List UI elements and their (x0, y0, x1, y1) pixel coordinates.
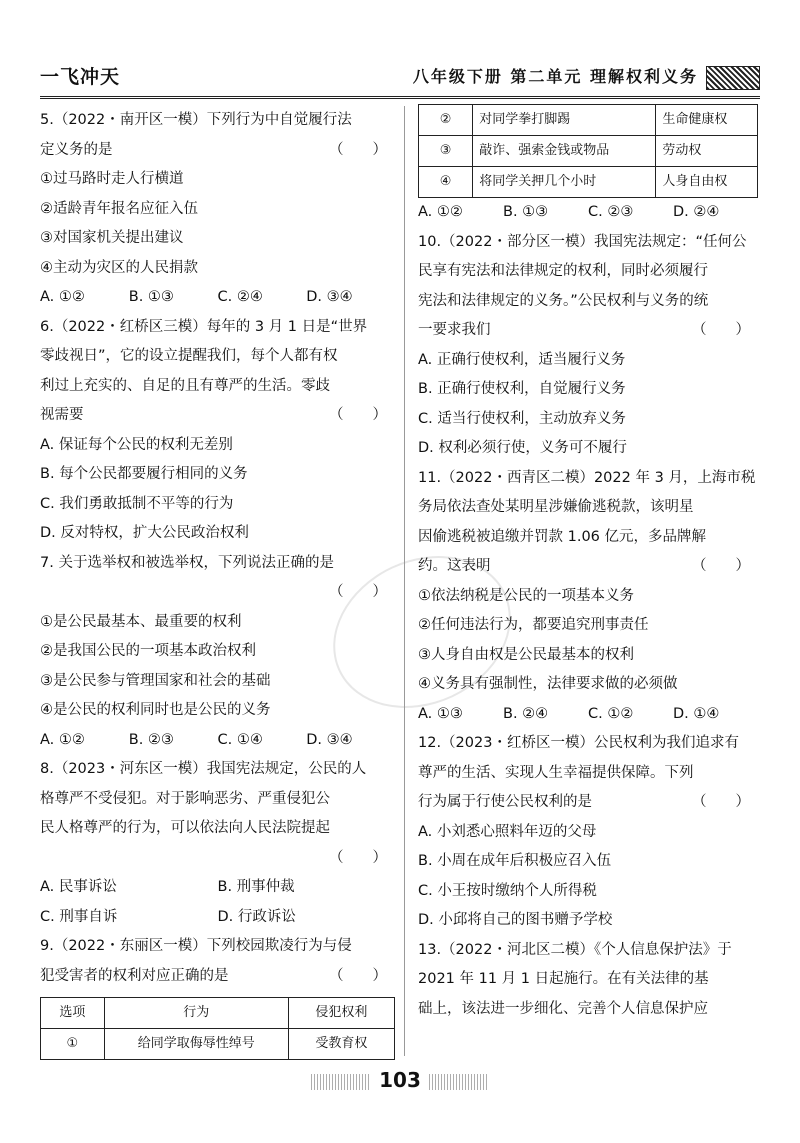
table-cell: 对同学拳打脚踢 (473, 105, 656, 136)
answer-paren: （ ） (329, 584, 387, 600)
answer-paren: （ ） (692, 558, 750, 574)
option-c[interactable]: C. 适当行使权利，主动放弃义务 (418, 410, 626, 427)
question-5 (40, 106, 395, 313)
question-12 (418, 729, 758, 936)
option-c[interactable]: C. ②④ (217, 289, 263, 305)
column-divider (404, 106, 405, 1056)
option-c[interactable]: C. 刑事自诉 (40, 908, 118, 925)
answer-paren: （ ） (329, 141, 387, 158)
brand-logo: 一飞冲天 (40, 66, 121, 88)
answer-paren: （ ） (692, 322, 750, 338)
question-text: 行为属于行使公民权利的是 （ ） (418, 788, 758, 818)
question-text: 6.（2022・红桥区三模）每年的 3 月 1 日是“世界 (40, 318, 368, 335)
table-cell: 给同学取侮辱性绰号 (104, 1029, 288, 1060)
question-text (40, 578, 395, 608)
answer-options (40, 283, 395, 313)
statement-item: ④主动为灾区的人民捐款 (40, 259, 198, 276)
option-d[interactable]: D. 小邱将自己的图书赠予学校 (418, 912, 613, 928)
answer-options (40, 873, 395, 903)
option-a[interactable]: A. ①② (418, 204, 463, 220)
option-d[interactable]: D. 权利必须行使，义务可不履行 (418, 440, 627, 456)
table-header: 选项 (41, 998, 105, 1029)
question-text: 尊严的生活、实现人生幸福提供保障。下列 (418, 764, 694, 781)
option-d[interactable]: D. 行政诉讼 (217, 908, 296, 925)
question-text: 视需要 （ ） (40, 401, 395, 431)
table-cell: ③ (419, 136, 473, 167)
question-text: 12.（2023・红桥区一模）公民权利为我们追求有 (418, 735, 739, 751)
question-text: 务局依法查处某明星涉嫌偷逃税款，该明星 (418, 499, 694, 515)
option-a[interactable]: A. ①③ (418, 705, 463, 722)
header-rule (40, 96, 760, 99)
option-c[interactable]: C. ①② (588, 705, 634, 722)
option-b[interactable]: B. ①③ (503, 204, 549, 220)
statement-item: ②适龄青年报名应征入伍 (40, 200, 198, 217)
answer-options (40, 903, 395, 933)
question-text: 8.（2023・河东区一模）我国宪法规定，公民的人 (40, 761, 367, 777)
option-d[interactable]: D. ②④ (673, 204, 720, 220)
question-7 (40, 549, 395, 756)
left-column (40, 106, 395, 1060)
option-b[interactable]: B. ②③ (128, 731, 174, 748)
answer-options (418, 700, 758, 730)
statement-item: ②任何违法行为，都要追究刑事责任 (418, 617, 649, 633)
question-text: 格尊严不受侵犯。对于影响恶劣、严重侵犯公 (40, 790, 330, 807)
option-a[interactable]: A. ①② (40, 289, 85, 305)
table-cell: 将同学关押几个小时 (473, 167, 656, 198)
question-text: 2021 年 11 月 1 日起施行。在有关法律的基 (418, 971, 709, 987)
statement-item: ③对国家机关提出建议 (40, 230, 184, 246)
question-text: 13.（2022・河北区二模）《个人信息保护法》于 (418, 941, 732, 958)
question-8 (40, 755, 395, 932)
question-text: 10.（2022・部分区一模）我国宪法规定：“任何公 (418, 233, 747, 250)
option-b[interactable]: B. 刑事仲裁 (217, 879, 295, 895)
bullying-table-continued (418, 104, 758, 198)
page-number-text: 103 (379, 1068, 421, 1092)
header-title: 八年级下册 第二单元 理解权利义务 (412, 67, 698, 86)
question-text: 民享有宪法和法律规定的权利，同时必须履行 (418, 263, 708, 279)
table-row (41, 1029, 395, 1060)
option-c[interactable]: C. ②③ (588, 204, 634, 220)
option-c[interactable]: C. ①④ (217, 731, 263, 748)
statement-item: ④是公民的权利同时也是公民的义务 (40, 702, 271, 718)
option-a[interactable]: A. ①② (40, 731, 85, 748)
option-d[interactable]: D. ③④ (306, 731, 353, 748)
table-header: 行为 (104, 998, 288, 1029)
table-cell: ① (41, 1029, 105, 1060)
question-10 (418, 228, 758, 464)
option-a[interactable]: A. 小刘悉心照料年迈的父母 (418, 823, 597, 840)
question-text (40, 844, 395, 874)
table-header-row (41, 998, 395, 1029)
option-a[interactable]: A. 民事诉讼 (40, 879, 117, 895)
answer-options (40, 726, 395, 756)
question-text: 民人格尊严的行为，可以依法向人民法院提起 (40, 820, 330, 836)
question-text: 础上，该法进一步细化、完善个人信息保护应 (418, 1000, 708, 1017)
option-c[interactable]: C. 我们勇敢抵制不平等的行为 (40, 495, 234, 512)
answer-paren: （ ） (329, 967, 387, 984)
option-b[interactable]: B. 每个公民都要履行相同的义务 (40, 466, 248, 482)
page-number (0, 1068, 800, 1092)
table-header: 侵犯权利 (288, 998, 394, 1029)
statement-item: ③人身自由权是公民最基本的权利 (418, 646, 634, 663)
table-cell: ② (419, 105, 473, 136)
answer-paren: （ ） (329, 849, 387, 866)
question-11 (418, 464, 758, 730)
option-b[interactable]: B. 正确行使权利，自觉履行义务 (418, 381, 626, 397)
table-cell: 人身自由权 (656, 167, 758, 198)
question-text: 宪法和法律规定的义务。”公民权利与义务的统 (418, 292, 709, 309)
answer-options (418, 198, 758, 228)
statement-item: ④义务具有强制性，法律要求做的必须做 (418, 676, 678, 692)
question-13 (418, 936, 758, 1025)
option-c[interactable]: C. 小王按时缴纳个人所得税 (418, 882, 597, 899)
question-text: 犯受害者的权利对应正确的是 （ ） (40, 962, 395, 992)
question-6 (40, 313, 395, 549)
table-cell: 生命健康权 (656, 105, 758, 136)
page-header (40, 60, 760, 100)
statement-item: ①是公民最基本、最重要的权利 (40, 613, 242, 630)
table-cell: 劳动权 (656, 136, 758, 167)
statement-item: ②是我国公民的一项基本政治权利 (40, 643, 256, 659)
statement-item: ③是公民参与管理国家和社会的基础 (40, 672, 271, 689)
option-b[interactable]: B. 小周在成年后积极应召入伍 (418, 853, 612, 869)
answer-paren: （ ） (692, 794, 750, 810)
question-text: 11.（2022・西青区二模）2022 年 3 月，上海市税 (418, 469, 756, 486)
table-row (419, 136, 758, 167)
table-cell: 受教育权 (288, 1029, 394, 1060)
page-ornament-icon (429, 1074, 489, 1090)
question-9 (40, 932, 395, 1060)
option-b[interactable]: B. ①③ (128, 289, 174, 305)
option-d[interactable]: D. 反对特权，扩大公民政治权利 (40, 525, 249, 541)
question-text: 定义务的是 （ ） (40, 136, 395, 166)
right-column (418, 104, 758, 1024)
question-9-continued (418, 104, 758, 228)
option-a[interactable]: A. 保证每个公民的权利无差别 (40, 436, 233, 453)
option-a[interactable]: A. 正确行使权利，适当履行义务 (418, 351, 626, 368)
answer-paren: （ ） (329, 407, 387, 423)
table-row (419, 167, 758, 198)
table-cell: ④ (419, 167, 473, 198)
statement-item: ①依法纳税是公民的一项基本义务 (418, 587, 634, 604)
bullying-table (40, 997, 395, 1060)
question-text: 7. 关于选举权和被选举权，下列说法正确的是 (40, 554, 334, 571)
table-row (419, 105, 758, 136)
question-text: 一要求我们 （ ） (418, 316, 758, 346)
statement-item: ①过马路时走人行横道 (40, 171, 184, 187)
question-text: 5.（2022・南开区一模）下列行为中自觉履行法 (40, 112, 352, 128)
option-b[interactable]: B. ②④ (503, 705, 549, 722)
question-text: 因偷逃税被追缴并罚款 1.06 亿元，多品牌解 (418, 528, 707, 545)
question-text: 利过上充实的、自足的且有尊严的生活。零歧 (40, 377, 330, 394)
option-d[interactable]: D. ③④ (306, 289, 353, 305)
question-text: 约。这表明 （ ） (418, 552, 758, 582)
option-d[interactable]: D. ①④ (673, 705, 720, 722)
question-text: 零歧视日”，它的设立提醒我们，每个人都有权 (40, 348, 338, 364)
header-decoration-icon (706, 66, 760, 90)
question-text: 9.（2022・东丽区一模）下列校园欺凌行为与侵 (40, 938, 352, 954)
table-cell: 敲诈、强索金钱或物品 (473, 136, 656, 167)
page-ornament-icon (311, 1074, 371, 1090)
